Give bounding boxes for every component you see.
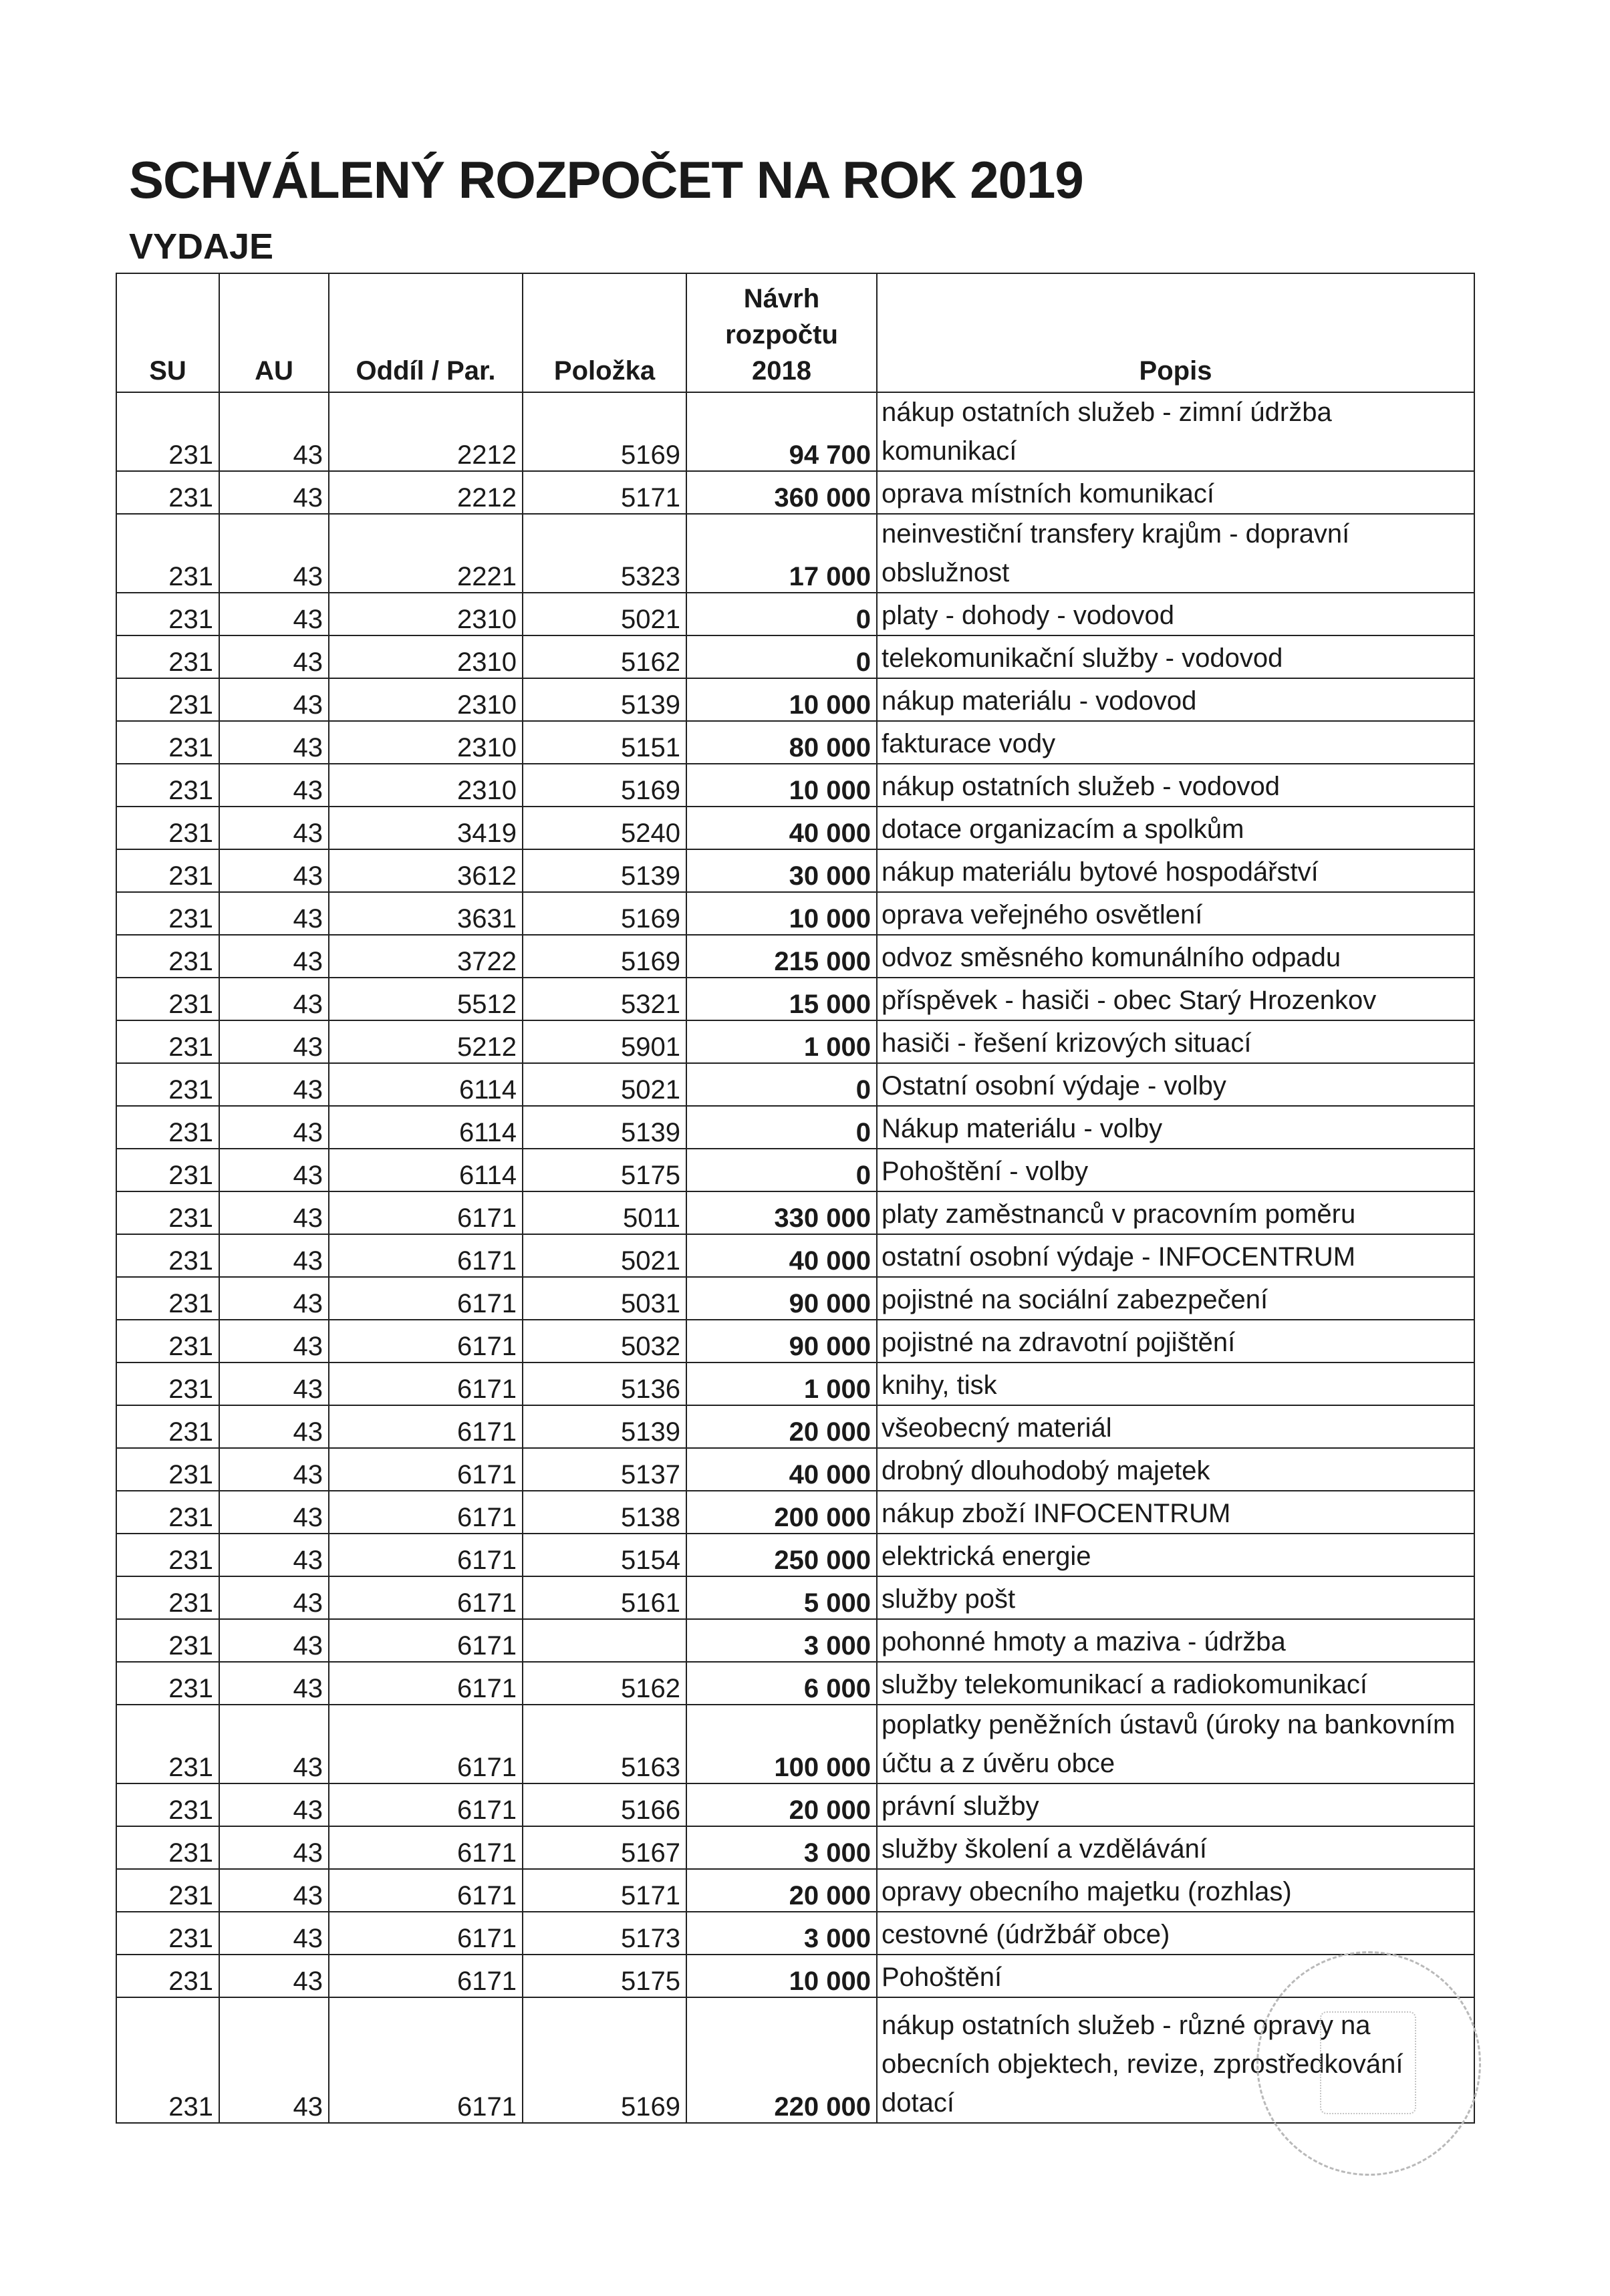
cell-description: drobný dlouhodobý majetek [877,1448,1474,1491]
cell-su: 231 [116,1705,219,1783]
table-row [116,1869,1474,1912]
cell-amount: 10 000 [686,764,877,807]
column-header-su: SU [116,273,219,392]
cell-oddil: 6114 [329,1149,523,1191]
table-row [116,1405,1474,1448]
cell-oddil: 2221 [329,514,523,593]
cell-amount: 1 000 [686,1020,877,1063]
column-header-navrh: Návrh rozpočtu 2018 [686,273,877,392]
cell-au: 43 [219,1234,329,1277]
cell-su: 231 [116,935,219,978]
cell-amount: 40 000 [686,1234,877,1277]
cell-su: 231 [116,1912,219,1955]
cell-polozka: 5162 [523,635,686,678]
cell-amount: 3 000 [686,1912,877,1955]
cell-polozka: 5032 [523,1320,686,1362]
cell-amount: 330 000 [686,1191,877,1234]
table-row [116,1576,1474,1619]
cell-su: 231 [116,678,219,721]
table-row [116,1491,1474,1534]
cell-oddil: 6171 [329,1826,523,1869]
cell-amount: 20 000 [686,1869,877,1912]
cell-au: 43 [219,1783,329,1826]
cell-polozka: 5139 [523,849,686,892]
cell-description: Ostatní osobní výdaje - volby [877,1063,1474,1106]
cell-polozka: 5161 [523,1576,686,1619]
table-row [116,678,1474,721]
cell-su: 231 [116,593,219,635]
cell-su: 231 [116,1405,219,1448]
cell-oddil: 2310 [329,764,523,807]
cell-description: služby pošt [877,1576,1474,1619]
cell-au: 43 [219,635,329,678]
cell-amount: 1 000 [686,1362,877,1405]
cell-oddil: 6171 [329,1320,523,1362]
cell-description: nákup zboží INFOCENTRUM [877,1491,1474,1534]
cell-polozka: 5031 [523,1277,686,1320]
cell-su: 231 [116,1826,219,1869]
cell-description: oprava veřejného osvětlení [877,892,1474,935]
cell-su: 231 [116,1619,219,1662]
table-row [116,1912,1474,1955]
cell-oddil: 6171 [329,1619,523,1662]
table-row [116,1277,1474,1320]
cell-amount: 0 [686,593,877,635]
cell-description: hasiči - řešení krizových situací [877,1020,1474,1063]
cell-au: 43 [219,1662,329,1705]
cell-su: 231 [116,1491,219,1534]
cell-amount: 0 [686,1106,877,1149]
cell-amount: 220 000 [686,1997,877,2123]
cell-oddil: 6171 [329,1234,523,1277]
table-row [116,1619,1474,1662]
cell-amount: 17 000 [686,514,877,593]
cell-polozka: 5169 [523,935,686,978]
section-title: VYDAJE [129,227,274,267]
cell-amount: 90 000 [686,1320,877,1362]
cell-oddil: 6171 [329,1783,523,1826]
cell-polozka: 5169 [523,764,686,807]
cell-description: neinvestiční transfery krajům - dopravní obslužnost [877,514,1474,593]
cell-su: 231 [116,1997,219,2123]
cell-oddil: 6114 [329,1063,523,1106]
cell-description: opravy obecního majetku (rozhlas) [877,1869,1474,1912]
cell-amount: 10 000 [686,892,877,935]
cell-su: 231 [116,721,219,764]
cell-polozka: 5011 [523,1191,686,1234]
cell-amount: 250 000 [686,1534,877,1576]
cell-su: 231 [116,1234,219,1277]
cell-su: 231 [116,1662,219,1705]
cell-amount: 80 000 [686,721,877,764]
cell-oddil: 6114 [329,1106,523,1149]
cell-oddil: 3631 [329,892,523,935]
table-body [116,392,1474,2123]
cell-amount: 10 000 [686,1955,877,1997]
table-row [116,807,1474,849]
cell-su: 231 [116,849,219,892]
cell-au: 43 [219,764,329,807]
cell-au: 43 [219,892,329,935]
cell-oddil: 6171 [329,1912,523,1955]
cell-polozka: 5137 [523,1448,686,1491]
cell-description: telekomunikační služby - vodovod [877,635,1474,678]
cell-au: 43 [219,807,329,849]
cell-description: nákup materiálu bytové hospodářství [877,849,1474,892]
cell-polozka: 5021 [523,1234,686,1277]
cell-su: 231 [116,1448,219,1491]
cell-su: 231 [116,1191,219,1234]
cell-description: Pohoštění - volby [877,1149,1474,1191]
cell-description: Pohoštění [877,1955,1474,1997]
cell-au: 43 [219,1106,329,1149]
cell-au: 43 [219,1405,329,1448]
cell-description: pojistné na sociální zabezpečení [877,1277,1474,1320]
cell-oddil: 2310 [329,635,523,678]
cell-polozka: 5154 [523,1534,686,1576]
cell-au: 43 [219,1277,329,1320]
cell-description: knihy, tisk [877,1362,1474,1405]
cell-amount: 0 [686,1149,877,1191]
cell-su: 231 [116,892,219,935]
cell-au: 43 [219,1869,329,1912]
cell-polozka: 5136 [523,1362,686,1405]
cell-description: cestovné (údržbář obce) [877,1912,1474,1955]
cell-polozka: 5323 [523,514,686,593]
document-title: SCHVÁLENÝ ROZPOČET NA ROK 2019 [129,150,1083,209]
cell-au: 43 [219,978,329,1020]
cell-su: 231 [116,1277,219,1320]
cell-oddil: 2310 [329,593,523,635]
cell-description: elektrická energie [877,1534,1474,1576]
cell-au: 43 [219,1955,329,1997]
cell-au: 43 [219,1619,329,1662]
cell-polozka: 5169 [523,892,686,935]
stamp-emblem [1320,2011,1416,2114]
table-row [116,1448,1474,1491]
table-row [116,1662,1474,1705]
cell-description: poplatky peněžních ústavů (úroky na bankovním účtu a z úvěru obce [877,1705,1474,1783]
cell-su: 231 [116,764,219,807]
cell-au: 43 [219,849,329,892]
cell-oddil: 6171 [329,1362,523,1405]
cell-su: 231 [116,1576,219,1619]
cell-au: 43 [219,1191,329,1234]
table-row [116,471,1474,514]
cell-au: 43 [219,1448,329,1491]
cell-oddil: 6171 [329,1955,523,1997]
cell-polozka: 5171 [523,471,686,514]
cell-oddil: 6171 [329,1491,523,1534]
cell-description: dotace organizacím a spolkům [877,807,1474,849]
cell-amount: 30 000 [686,849,877,892]
table-row [116,514,1474,593]
cell-description: platy zaměstnanců v pracovním poměru [877,1191,1474,1234]
cell-polozka: 5138 [523,1491,686,1534]
cell-au: 43 [219,1063,329,1106]
cell-polozka: 5240 [523,807,686,849]
cell-polozka: 5139 [523,1106,686,1149]
cell-oddil: 6171 [329,1191,523,1234]
cell-amount: 0 [686,1063,877,1106]
cell-su: 231 [116,1063,219,1106]
cell-au: 43 [219,678,329,721]
cell-su: 231 [116,1020,219,1063]
table-row [116,1705,1474,1783]
cell-oddil: 2310 [329,721,523,764]
cell-oddil: 6171 [329,1448,523,1491]
cell-au: 43 [219,1576,329,1619]
cell-amount: 90 000 [686,1277,877,1320]
cell-polozka: 5139 [523,1405,686,1448]
cell-su: 231 [116,1534,219,1576]
cell-amount: 15 000 [686,978,877,1020]
table-row [116,1783,1474,1826]
cell-description: ostatní osobní výdaje - INFOCENTRUM [877,1234,1474,1277]
cell-polozka: 5171 [523,1869,686,1912]
cell-su: 231 [116,392,219,471]
cell-polozka: 5175 [523,1955,686,1997]
cell-oddil: 2212 [329,471,523,514]
cell-polozka: 5321 [523,978,686,1020]
cell-su: 231 [116,807,219,849]
cell-su: 231 [116,1955,219,1997]
column-header-popis: Popis [877,273,1474,392]
table-row [116,1826,1474,1869]
cell-amount: 94 700 [686,392,877,471]
cell-oddil: 6171 [329,1705,523,1783]
cell-description: fakturace vody [877,721,1474,764]
cell-oddil: 2212 [329,392,523,471]
table-row [116,892,1474,935]
cell-amount: 0 [686,635,877,678]
table-header-row [116,273,1474,392]
cell-polozka: 5175 [523,1149,686,1191]
cell-su: 231 [116,1362,219,1405]
cell-description: právní služby [877,1783,1474,1826]
column-header-polozka: Položka [523,273,686,392]
cell-description: oprava místních komunikací [877,471,1474,514]
column-header-au: AU [219,273,329,392]
cell-au: 43 [219,935,329,978]
cell-description: nákup ostatních služeb - zimní údržba komunikací [877,392,1474,471]
cell-oddil: 6171 [329,1576,523,1619]
cell-description: pohonné hmoty a maziva - údržba [877,1619,1474,1662]
cell-polozka: 5021 [523,1063,686,1106]
table-row [116,849,1474,892]
cell-au: 43 [219,1020,329,1063]
cell-au: 43 [219,471,329,514]
cell-polozka: 5901 [523,1020,686,1063]
cell-oddil: 6171 [329,1869,523,1912]
cell-amount: 20 000 [686,1405,877,1448]
cell-oddil: 2310 [329,678,523,721]
cell-amount: 215 000 [686,935,877,978]
cell-oddil: 5512 [329,978,523,1020]
cell-su: 231 [116,1106,219,1149]
cell-au: 43 [219,1362,329,1405]
cell-au: 43 [219,593,329,635]
cell-au: 43 [219,1705,329,1783]
table-row [116,1063,1474,1106]
cell-au: 43 [219,514,329,593]
table-row [116,1320,1474,1362]
table-row [116,1106,1474,1149]
cell-amount: 5 000 [686,1576,877,1619]
cell-oddil: 3612 [329,849,523,892]
cell-su: 231 [116,1320,219,1362]
table-row [116,764,1474,807]
cell-su: 231 [116,471,219,514]
cell-au: 43 [219,1149,329,1191]
cell-oddil: 6171 [329,1405,523,1448]
cell-description: všeobecný materiál [877,1405,1474,1448]
cell-amount: 10 000 [686,678,877,721]
cell-amount: 3 000 [686,1826,877,1869]
cell-polozka: 5163 [523,1705,686,1783]
table-row [116,1020,1474,1063]
table-row [116,1534,1474,1576]
cell-amount: 100 000 [686,1705,877,1783]
cell-su: 231 [116,1149,219,1191]
cell-su: 231 [116,635,219,678]
cell-description: služby školení a vzdělávání [877,1826,1474,1869]
cell-au: 43 [219,1534,329,1576]
table-row [116,593,1474,635]
budget-table [116,273,1475,2124]
table-row [116,1362,1474,1405]
table-row [116,1955,1474,1997]
cell-au: 43 [219,1826,329,1869]
cell-oddil: 6171 [329,1534,523,1576]
cell-amount: 40 000 [686,1448,877,1491]
cell-oddil: 6171 [329,1997,523,2123]
table-row [116,1234,1474,1277]
cell-oddil: 6171 [329,1662,523,1705]
cell-amount: 3 000 [686,1619,877,1662]
cell-su: 231 [116,514,219,593]
cell-su: 231 [116,978,219,1020]
cell-su: 231 [116,1783,219,1826]
column-header-oddil: Oddíl / Par. [329,273,523,392]
cell-description: nákup materiálu - vodovod [877,678,1474,721]
cell-au: 43 [219,392,329,471]
cell-description: nákup ostatních služeb - různé opravy na obecních objektech, revize, zprostředkování dotací [877,1997,1474,2123]
cell-au: 43 [219,1912,329,1955]
cell-polozka: 5021 [523,593,686,635]
table-row [116,1149,1474,1191]
cell-au: 43 [219,1491,329,1534]
cell-description: Nákup materiálu - volby [877,1106,1474,1149]
cell-amount: 20 000 [686,1783,877,1826]
cell-su: 231 [116,1869,219,1912]
cell-polozka: 5162 [523,1662,686,1705]
cell-description: nákup ostatních služeb - vodovod [877,764,1474,807]
cell-description: pojistné na zdravotní pojištění [877,1320,1474,1362]
cell-description: odvoz směsného komunálního odpadu [877,935,1474,978]
table-row [116,721,1474,764]
cell-amount: 6 000 [686,1662,877,1705]
cell-oddil: 3419 [329,807,523,849]
cell-polozka: 5169 [523,392,686,471]
table-row [116,392,1474,471]
cell-polozka: 5169 [523,1997,686,2123]
cell-au: 43 [219,1997,329,2123]
cell-polozka: 5167 [523,1826,686,1869]
table-row [116,935,1474,978]
cell-au: 43 [219,1320,329,1362]
table-row [116,978,1474,1020]
cell-amount: 200 000 [686,1491,877,1534]
cell-polozka: 5151 [523,721,686,764]
cell-description: příspěvek - hasiči - obec Starý Hrozenkov [877,978,1474,1020]
cell-description: platy - dohody - vodovod [877,593,1474,635]
table-row [116,635,1474,678]
cell-polozka: 5166 [523,1783,686,1826]
cell-oddil: 5212 [329,1020,523,1063]
table-row [116,1191,1474,1234]
cell-polozka: 5139 [523,678,686,721]
cell-amount: 40 000 [686,807,877,849]
cell-amount: 360 000 [686,471,877,514]
cell-description: služby telekomunikací a radiokomunikací [877,1662,1474,1705]
cell-oddil: 3722 [329,935,523,978]
cell-polozka [523,1619,686,1662]
cell-au: 43 [219,721,329,764]
cell-polozka: 5173 [523,1912,686,1955]
cell-oddil: 6171 [329,1277,523,1320]
